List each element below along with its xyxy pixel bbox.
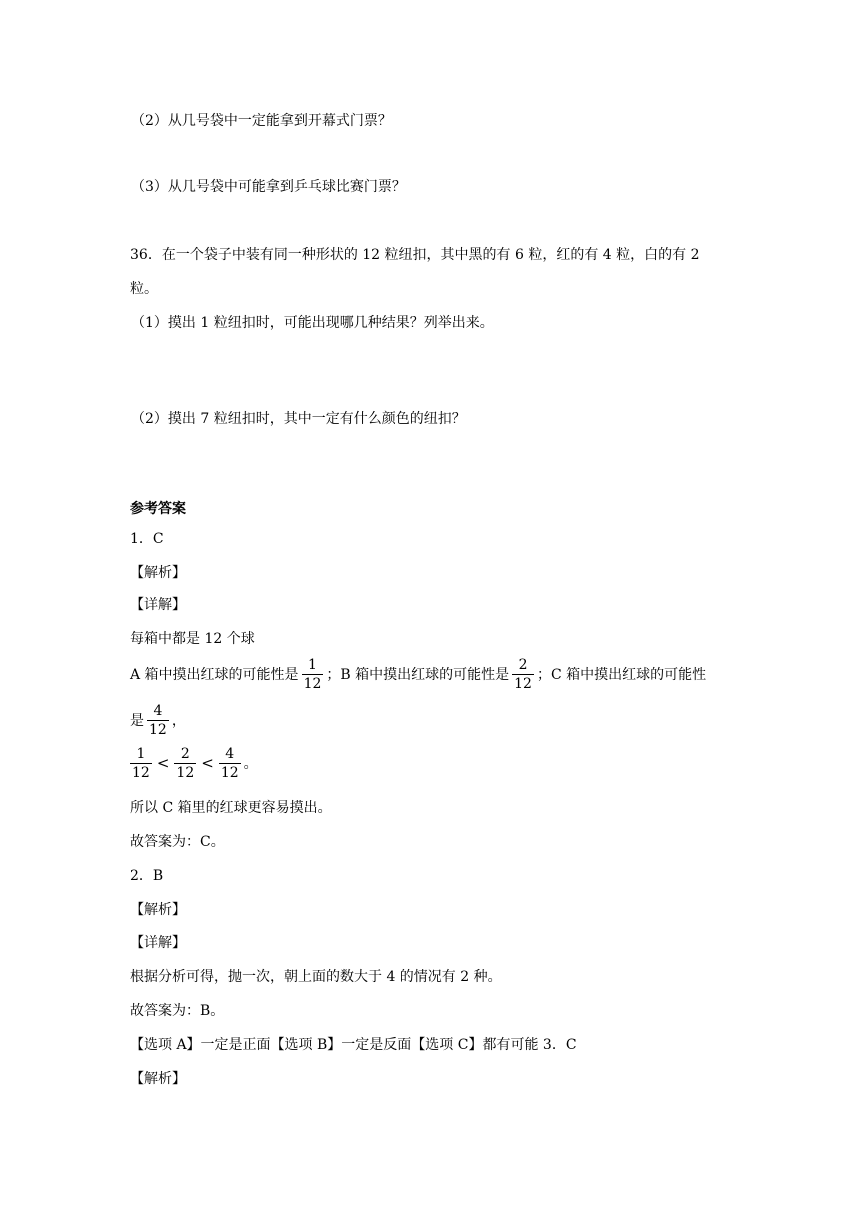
answer-1-line2-c: ；C 箱中摸出红球的可能性 — [536, 666, 707, 683]
cmp-fraction-2: $\frac{2}{12}$ — [176, 746, 195, 782]
fraction-a: $\frac{1}{12}$ — [303, 657, 322, 693]
answer-3-options-line: 【选项 A】一定是正面【选项 B】一定是反面【选项 C】都有可能 3．C — [130, 1037, 577, 1053]
q36-stem-line2: 粒。 — [130, 281, 158, 297]
answer-1-line3 — [130, 703, 186, 738]
less-than-2: < — [201, 754, 214, 773]
answer-2-detail: 【详解】 — [130, 935, 186, 951]
answer-1-line1: 每箱中都是 12 个球 — [130, 631, 255, 647]
answer-2-label: 2．B — [130, 868, 164, 884]
answer-1-label: 1．C — [130, 531, 164, 547]
answer-1-final: 故答案为：C。 — [130, 834, 225, 850]
fraction-b: $\frac{2}{12}$ — [514, 657, 532, 693]
q36-part1: （1）摸出 1 粒纽扣时，可能出现哪几种结果？列举出来。 — [131, 315, 494, 331]
fraction-comparison — [130, 746, 258, 781]
q36-stem-line1: 36．在一个袋子中装有同一种形状的 12 粒纽扣，其中黑的有 6 粒，红的有 4 粒，白的有 2 — [130, 247, 700, 263]
answer-1-line3-a: 是 — [130, 712, 144, 729]
q35-part3: （3）从几号袋中可能拿到乒乓球比赛门票？ — [131, 179, 406, 195]
answer-2-analysis: 【解析】 — [130, 902, 186, 918]
cmp-end: 。 — [243, 755, 258, 772]
answer-1-conclusion: 所以 C 箱里的红球更容易摸出。 — [130, 800, 332, 816]
answer-1-analysis: 【解析】 — [130, 565, 186, 581]
less-than-1: < — [156, 754, 170, 773]
answer-1-line2 — [130, 657, 706, 692]
cmp-fraction-3: $\frac{4}{12}$ — [220, 746, 239, 782]
cmp-fraction-1: $\frac{1}{12}$ — [132, 746, 150, 782]
answer-1-line3-b: ， — [171, 712, 186, 729]
fraction-c: $\frac{4}{12}$ — [149, 703, 167, 739]
answers-heading: 参考答案 — [130, 501, 186, 517]
answer-3-analysis: 【解析】 — [130, 1071, 186, 1087]
answer-1-line2-a: A 箱中摸出红球的可能性是 — [130, 666, 299, 683]
answer-2-final: 故答案为：B。 — [130, 1003, 225, 1019]
answer-2-line1: 根据分析可得，抛一次，朝上面的数大于 4 的情况有 2 种。 — [130, 969, 502, 985]
answer-1-line2-b: ；B 箱中摸出红球的可能性是 — [326, 666, 510, 683]
q36-part2: （2）摸出 7 粒纽扣时，其中一定有什么颜色的纽扣？ — [131, 411, 466, 427]
q35-part2: （2）从几号袋中一定能拿到开幕式门票？ — [131, 113, 392, 129]
answer-1-detail: 【详解】 — [130, 597, 186, 613]
